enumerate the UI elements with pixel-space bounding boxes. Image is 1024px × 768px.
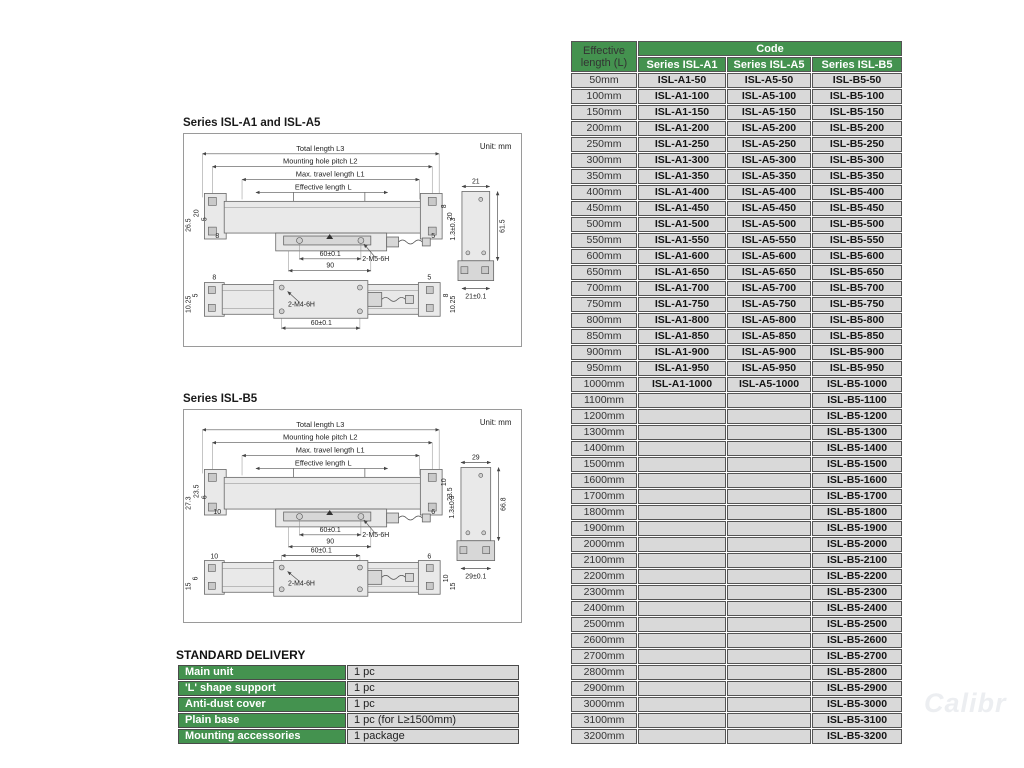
code-cell-b5: ISL-B5-2400 — [812, 601, 902, 616]
code-cell-a5 — [727, 393, 811, 408]
code-table-row — [571, 617, 902, 632]
effective-length-cell: 100mm — [571, 89, 637, 104]
delivery-row — [178, 697, 519, 712]
delivery-qty: 1 pc — [347, 697, 519, 712]
code-table-row — [571, 377, 902, 392]
code-table-row — [571, 537, 902, 552]
effective-length-cell: 1300mm — [571, 425, 637, 440]
dim-left-1: 20 — [193, 209, 201, 218]
code-cell-a5: ISL-A5-850 — [727, 329, 811, 344]
bottom-left-3: 10.25 — [185, 295, 193, 314]
code-cell-a5: ISL-A5-650 — [727, 265, 811, 280]
code-table-row — [571, 265, 902, 280]
code-cell-a5: ISL-A5-500 — [727, 217, 811, 232]
code-cell-a1: ISL-A1-550 — [638, 233, 726, 248]
code-cell-a1: ISL-A1-300 — [638, 153, 726, 168]
code-cell-b5: ISL-B5-2600 — [812, 633, 902, 648]
bottom-left-2: 6 — [192, 576, 200, 581]
code-cell-b5: ISL-B5-500 — [812, 217, 902, 232]
effective-length-cell: 2000mm — [571, 537, 637, 552]
dim-right-1: 8 — [441, 204, 449, 209]
code-cell-b5: ISL-B5-3200 — [812, 729, 902, 744]
head-hole-pitch: 60±0.1 — [319, 250, 341, 258]
code-table-row — [571, 665, 902, 680]
code-table-row — [571, 361, 902, 376]
code-table-row — [571, 313, 902, 328]
bottom-right-3: 15 — [450, 582, 458, 591]
code-cell-b5: ISL-B5-350 — [812, 169, 902, 184]
code-table-row — [571, 345, 902, 360]
bottom-right-3: 10.25 — [450, 295, 458, 314]
effective-length-cell: 850mm — [571, 329, 637, 344]
code-cell-a5 — [727, 521, 811, 536]
code-cell-a5 — [727, 473, 811, 488]
effective-length-cell: 200mm — [571, 121, 637, 136]
code-cell-b5: ISL-B5-1700 — [812, 489, 902, 504]
code-cell-a1 — [638, 553, 726, 568]
code-table-row — [571, 505, 902, 520]
code-cell-a5 — [727, 713, 811, 728]
code-cell-a1 — [638, 601, 726, 616]
effective-length-cell: 800mm — [571, 313, 637, 328]
dim-right-1: 10 — [441, 478, 449, 487]
delivery-item: Main unit — [178, 665, 346, 680]
code-cell-a1 — [638, 425, 726, 440]
code-table-row — [571, 601, 902, 616]
code-cell-a5: ISL-A5-350 — [727, 169, 811, 184]
effective-length-label: Effective length L — [294, 182, 352, 192]
code-table-row — [571, 729, 902, 744]
code-cell-a5 — [727, 489, 811, 504]
effective-length-cell: 3200mm — [571, 729, 637, 744]
code-table-row — [571, 489, 902, 504]
code-cell-b5: ISL-B5-850 — [812, 329, 902, 344]
code-table-row — [571, 473, 902, 488]
code-cell-a5 — [727, 697, 811, 712]
series-a1-header: Series ISL-A1 — [638, 57, 726, 72]
code-cell-b5: ISL-B5-2700 — [812, 649, 902, 664]
effective-length-cell: 1700mm — [571, 489, 637, 504]
code-table-row — [571, 201, 902, 216]
head-screw-label: 2-M5-6H — [362, 255, 390, 263]
diagram-a-title: Series ISL-A1 and ISL-A5 — [183, 117, 321, 129]
dim-right-3: 6 — [431, 509, 436, 517]
total-length-label: Total length L3 — [296, 143, 345, 153]
code-table-row — [571, 249, 902, 264]
bottom-left-1: 8 — [212, 274, 217, 282]
code-cell-a1: ISL-A1-150 — [638, 105, 726, 120]
diagram-a — [183, 133, 522, 347]
effective-length-cell: 1100mm — [571, 393, 637, 408]
code-cell-b5: ISL-B5-1600 — [812, 473, 902, 488]
code-table — [570, 40, 903, 745]
delivery-qty: 1 pc — [347, 681, 519, 696]
code-table-row — [571, 393, 902, 408]
code-cell-a1 — [638, 633, 726, 648]
code-cell-a1 — [638, 393, 726, 408]
dim-right-2: 23.5 — [447, 487, 455, 501]
code-cell-b5: ISL-B5-2500 — [812, 617, 902, 632]
effective-length-label: Effective length L — [294, 458, 352, 468]
code-cell-b5: ISL-B5-650 — [812, 265, 902, 280]
code-cell-a1: ISL-A1-1000 — [638, 377, 726, 392]
code-cell-a1: ISL-A1-750 — [638, 297, 726, 312]
code-table-row — [571, 521, 902, 536]
bottom-left-3: 15 — [185, 582, 193, 591]
code-table-row — [571, 713, 902, 728]
code-cell-a5: ISL-A5-700 — [727, 281, 811, 296]
series-a5-header: Series ISL-A5 — [727, 57, 811, 72]
code-cell-a5: ISL-A5-250 — [727, 137, 811, 152]
code-cell-a1: ISL-A1-850 — [638, 329, 726, 344]
mounting-pitch-label: Mounting hole pitch L2 — [283, 432, 358, 442]
code-cell-a1: ISL-A1-600 — [638, 249, 726, 264]
code-header: Code — [638, 41, 902, 56]
bottom-right-2: 10 — [443, 574, 451, 583]
bottom-right-2: 8 — [443, 293, 451, 298]
code-cell-b5: ISL-B5-400 — [812, 185, 902, 200]
code-cell-b5: ISL-B5-1900 — [812, 521, 902, 536]
code-cell-a5 — [727, 633, 811, 648]
diagram-b-title: Series ISL-B5 — [183, 393, 258, 405]
max-travel-label: Max. travel length L1 — [295, 445, 365, 455]
max-travel-label: Max. travel length L1 — [295, 169, 365, 179]
code-cell-b5: ISL-B5-300 — [812, 153, 902, 168]
code-cell-a1 — [638, 537, 726, 552]
code-table-row — [571, 633, 902, 648]
effective-length-cell: 1000mm — [571, 377, 637, 392]
code-table-row — [571, 457, 902, 472]
code-table-row — [571, 297, 902, 312]
code-table-row — [571, 153, 902, 168]
delivery-qty: 1 package — [347, 729, 519, 744]
code-cell-a1 — [638, 729, 726, 744]
code-cell-a1 — [638, 713, 726, 728]
effective-length-cell: 700mm — [571, 281, 637, 296]
effective-length-cell: 750mm — [571, 297, 637, 312]
code-table-row — [571, 73, 902, 88]
watermark: Calibr — [924, 688, 1007, 718]
effective-length-cell: 950mm — [571, 361, 637, 376]
code-table-row — [571, 649, 902, 664]
code-cell-a1 — [638, 617, 726, 632]
code-table-row — [571, 697, 902, 712]
code-table-body — [571, 73, 902, 744]
code-cell-b5: ISL-B5-700 — [812, 281, 902, 296]
code-cell-a5 — [727, 665, 811, 680]
bottom-screw-label: 2-M4-6H — [288, 301, 315, 309]
code-cell-b5: ISL-B5-750 — [812, 297, 902, 312]
standard-delivery-table — [177, 664, 520, 745]
code-cell-a1: ISL-A1-900 — [638, 345, 726, 360]
code-cell-a5: ISL-A5-300 — [727, 153, 811, 168]
code-cell-a1: ISL-A1-100 — [638, 89, 726, 104]
delivery-row — [178, 713, 519, 728]
code-table-row — [571, 169, 902, 184]
code-cell-a5 — [727, 457, 811, 472]
delivery-item: Mounting accessories — [178, 729, 346, 744]
delivery-item: Anti-dust cover — [178, 697, 346, 712]
dim-left-4: 8 — [215, 233, 220, 241]
code-cell-a1: ISL-A1-350 — [638, 169, 726, 184]
code-cell-a1 — [638, 409, 726, 424]
code-cell-a1: ISL-A1-800 — [638, 313, 726, 328]
code-cell-a5: ISL-A5-750 — [727, 297, 811, 312]
side-base-width: 29±0.1 — [465, 573, 487, 581]
effective-length-cell: 1400mm — [571, 441, 637, 456]
code-cell-a5: ISL-A5-50 — [727, 73, 811, 88]
effective-length-cell: 3100mm — [571, 713, 637, 728]
effective-length-cell: 1500mm — [571, 457, 637, 472]
head-hole-pitch: 60±0.1 — [319, 526, 341, 534]
code-table-row — [571, 217, 902, 232]
code-cell-a5 — [727, 569, 811, 584]
code-cell-b5: ISL-B5-2000 — [812, 537, 902, 552]
delivery-item: 'L' shape support — [178, 681, 346, 696]
effective-length-cell: 500mm — [571, 217, 637, 232]
code-cell-a5 — [727, 553, 811, 568]
effective-length-cell: 2400mm — [571, 601, 637, 616]
code-cell-b5: ISL-B5-1000 — [812, 377, 902, 392]
code-cell-b5: ISL-B5-900 — [812, 345, 902, 360]
code-cell-a5 — [727, 601, 811, 616]
effective-length-cell: 1900mm — [571, 521, 637, 536]
code-cell-b5: ISL-B5-1400 — [812, 441, 902, 456]
code-cell-a5: ISL-A5-950 — [727, 361, 811, 376]
code-table-row — [571, 409, 902, 424]
dim-left-3: 26.5 — [185, 218, 193, 232]
effective-length-cell: 2200mm — [571, 569, 637, 584]
dim-left-4: 10 — [213, 509, 222, 517]
code-cell-a1 — [638, 665, 726, 680]
effective-length-cell: 2700mm — [571, 649, 637, 664]
code-cell-a1: ISL-A1-500 — [638, 217, 726, 232]
effective-length-cell: 1600mm — [571, 473, 637, 488]
effective-length-cell: 450mm — [571, 201, 637, 216]
code-cell-b5: ISL-B5-1100 — [812, 393, 902, 408]
code-cell-a5 — [727, 537, 811, 552]
effective-length-cell: 650mm — [571, 265, 637, 280]
dim-left-2: 6 — [201, 495, 209, 500]
code-cell-b5: ISL-B5-2800 — [812, 665, 902, 680]
effective-length-cell: 3000mm — [571, 697, 637, 712]
code-cell-a5 — [727, 729, 811, 744]
effective-length-cell: 2300mm — [571, 585, 637, 600]
code-cell-b5: ISL-B5-2900 — [812, 681, 902, 696]
effective-length-cell: 400mm — [571, 185, 637, 200]
effective-length-cell: 50mm — [571, 73, 637, 88]
code-cell-a5: ISL-A5-900 — [727, 345, 811, 360]
side-offset: 1.3±0.3 — [449, 495, 457, 519]
code-cell-a5: ISL-A5-200 — [727, 121, 811, 136]
effective-length-cell: 600mm — [571, 249, 637, 264]
side-base-width: 21±0.1 — [465, 293, 487, 301]
effective-length-cell: 300mm — [571, 153, 637, 168]
diagram-b-drawing — [184, 410, 519, 620]
effective-length-cell: 2100mm — [571, 553, 637, 568]
code-cell-a1: ISL-A1-650 — [638, 265, 726, 280]
code-table-row — [571, 137, 902, 152]
code-table-row — [571, 89, 902, 104]
code-cell-a1 — [638, 569, 726, 584]
code-cell-a5: ISL-A5-550 — [727, 233, 811, 248]
code-cell-a5 — [727, 617, 811, 632]
code-cell-b5: ISL-B5-1200 — [812, 409, 902, 424]
diagram-b — [183, 409, 522, 623]
code-cell-b5: ISL-B5-2300 — [812, 585, 902, 600]
effective-length-cell: 550mm — [571, 233, 637, 248]
code-cell-a1: ISL-A1-700 — [638, 281, 726, 296]
head-length: 90 — [326, 538, 335, 546]
bottom-left-1: 10 — [210, 553, 219, 561]
code-cell-a1: ISL-A1-200 — [638, 121, 726, 136]
code-table-row — [571, 105, 902, 120]
delivery-row — [178, 665, 519, 680]
head-screw-label: 2-M5-6H — [362, 531, 390, 539]
code-table-row — [571, 681, 902, 696]
code-cell-a5 — [727, 441, 811, 456]
bottom-hole-pitch: 60±0.1 — [310, 547, 332, 555]
effective-length-cell: 350mm — [571, 169, 637, 184]
code-cell-b5: ISL-B5-1300 — [812, 425, 902, 440]
delivery-qty: 1 pc — [347, 665, 519, 680]
side-width: 21 — [471, 178, 480, 186]
code-cell-a5: ISL-A5-800 — [727, 313, 811, 328]
code-table-row — [571, 329, 902, 344]
code-cell-a1 — [638, 521, 726, 536]
code-cell-a1 — [638, 457, 726, 472]
code-cell-a5: ISL-A5-450 — [727, 201, 811, 216]
code-cell-b5: ISL-B5-200 — [812, 121, 902, 136]
dim-left-2: 5 — [201, 217, 209, 222]
side-height: 61.5 — [499, 219, 507, 233]
code-cell-a1 — [638, 441, 726, 456]
bottom-right-1: 6 — [427, 553, 432, 561]
code-table-row — [571, 233, 902, 248]
code-cell-a5 — [727, 585, 811, 600]
effective-length-cell: 900mm — [571, 345, 637, 360]
code-cell-a5: ISL-A5-100 — [727, 89, 811, 104]
code-cell-b5: ISL-B5-3000 — [812, 697, 902, 712]
code-cell-a5: ISL-A5-400 — [727, 185, 811, 200]
bottom-right-1: 5 — [427, 274, 432, 282]
dim-right-2: 20 — [447, 212, 455, 221]
code-cell-a1 — [638, 697, 726, 712]
code-cell-b5: ISL-B5-1800 — [812, 505, 902, 520]
code-table-row — [571, 281, 902, 296]
code-cell-b5: ISL-B5-50 — [812, 73, 902, 88]
code-cell-b5: ISL-B5-2200 — [812, 569, 902, 584]
code-cell-b5: ISL-B5-550 — [812, 233, 902, 248]
diagram-a-drawing — [184, 134, 519, 344]
code-cell-a1 — [638, 585, 726, 600]
code-cell-a1 — [638, 681, 726, 696]
dim-right-3: 5 — [431, 233, 436, 241]
code-table-row — [571, 425, 902, 440]
effective-length-cell: 2500mm — [571, 617, 637, 632]
bottom-screw-label: 2-M4-6H — [288, 580, 315, 588]
code-cell-a1 — [638, 489, 726, 504]
code-cell-a5 — [727, 505, 811, 520]
code-cell-b5: ISL-B5-800 — [812, 313, 902, 328]
side-width: 29 — [471, 454, 480, 462]
code-cell-a5: ISL-A5-150 — [727, 105, 811, 120]
dim-left-1: 23.5 — [193, 484, 201, 498]
code-cell-a5: ISL-A5-600 — [727, 249, 811, 264]
code-cell-b5: ISL-B5-150 — [812, 105, 902, 120]
code-cell-b5: ISL-B5-450 — [812, 201, 902, 216]
code-table-row — [571, 185, 902, 200]
code-cell-a5 — [727, 649, 811, 664]
code-cell-a1 — [638, 649, 726, 664]
code-cell-a1: ISL-A1-450 — [638, 201, 726, 216]
code-table-row — [571, 553, 902, 568]
unit-label: Unit: mm — [479, 141, 512, 151]
code-cell-a1: ISL-A1-50 — [638, 73, 726, 88]
side-offset: 1.3±0.3 — [450, 217, 458, 241]
delivery-qty: 1 pc (for L≥1500mm) — [347, 713, 519, 728]
code-cell-a5: ISL-A5-1000 — [727, 377, 811, 392]
code-table-row — [571, 441, 902, 456]
code-cell-a1 — [638, 473, 726, 488]
series-b5-header: Series ISL-B5 — [812, 57, 902, 72]
code-cell-a1: ISL-A1-950 — [638, 361, 726, 376]
bottom-left-2: 5 — [192, 293, 200, 298]
code-cell-b5: ISL-B5-250 — [812, 137, 902, 152]
delivery-row — [178, 729, 519, 744]
standard-delivery-title: STANDARD DELIVERY — [176, 648, 306, 662]
effective-length-cell: 150mm — [571, 105, 637, 120]
effective-length-cell: 2900mm — [571, 681, 637, 696]
bottom-hole-pitch: 60±0.1 — [310, 320, 332, 328]
delivery-row — [178, 681, 519, 696]
dim-left-3: 27.3 — [185, 496, 193, 510]
effective-length-header: Effective length (L) — [571, 41, 637, 72]
delivery-item: Plain base — [178, 713, 346, 728]
mounting-pitch-label: Mounting hole pitch L2 — [283, 156, 358, 166]
code-table-row — [571, 585, 902, 600]
code-cell-b5: ISL-B5-100 — [812, 89, 902, 104]
effective-length-cell: 2600mm — [571, 633, 637, 648]
code-table-row — [571, 121, 902, 136]
code-cell-b5: ISL-B5-3100 — [812, 713, 902, 728]
code-cell-b5: ISL-B5-1500 — [812, 457, 902, 472]
code-cell-a1: ISL-A1-400 — [638, 185, 726, 200]
effective-length-cell: 250mm — [571, 137, 637, 152]
effective-length-cell: 1800mm — [571, 505, 637, 520]
effective-length-cell: 1200mm — [571, 409, 637, 424]
code-cell-a5 — [727, 425, 811, 440]
side-height: 66.8 — [500, 497, 508, 511]
code-cell-a5 — [727, 409, 811, 424]
code-cell-b5: ISL-B5-950 — [812, 361, 902, 376]
code-table-row — [571, 569, 902, 584]
code-cell-a1 — [638, 505, 726, 520]
unit-label: Unit: mm — [479, 417, 512, 427]
code-cell-a1: ISL-A1-250 — [638, 137, 726, 152]
total-length-label: Total length L3 — [296, 419, 345, 429]
head-length: 90 — [326, 262, 335, 270]
code-cell-b5: ISL-B5-2100 — [812, 553, 902, 568]
effective-length-cell: 2800mm — [571, 665, 637, 680]
code-cell-a5 — [727, 681, 811, 696]
code-cell-b5: ISL-B5-600 — [812, 249, 902, 264]
